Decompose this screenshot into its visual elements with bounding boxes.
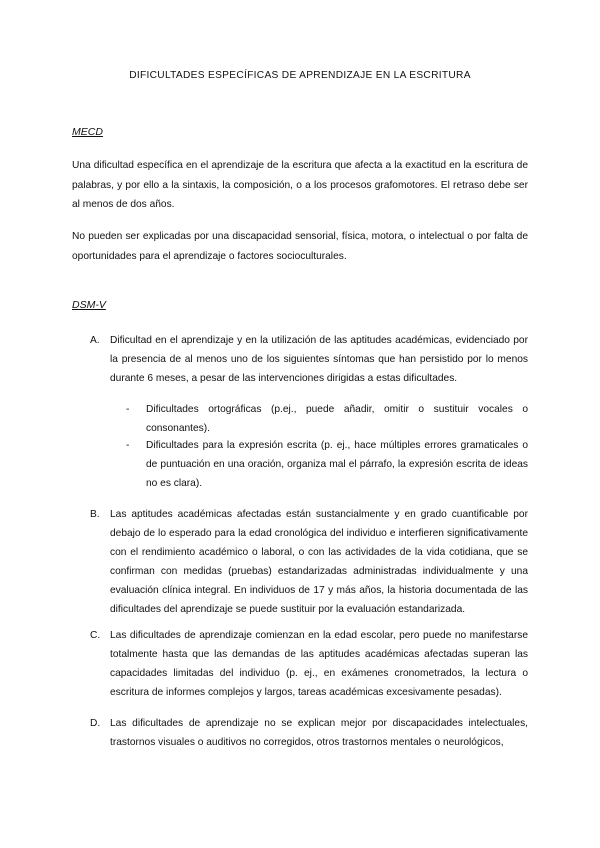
dsm-heading: DSM-V bbox=[72, 299, 106, 311]
mecd-paragraph-1: Una dificultad específica en el aprendizaje de la escritura que afecta a la exactitud en la escritura de palabras, y por ello a la sintaxis, la composición, o a los procesos grafomotores. El retraso debe ser al menos de dos años. bbox=[72, 160, 528, 210]
bullet-dash: - bbox=[126, 404, 130, 415]
bullet-text: Dificultades para la expresión escrita (p. ej., hace múltiples errores gramaticales o de puntuación en una oración, organiza mal el párrafo, la expresión escrita de ideas no es clara). bbox=[146, 440, 528, 489]
mecd-heading: MECD bbox=[72, 126, 103, 138]
criterion-text: Las dificultades de aprendizaje comienzan en la edad escolar, pero puede no manifestarse totalmente hasta que las demandas de las aptitudes académicas afectadas superan las capacidades limitadas del individuo (p. ej., en exámenes cronometrados, la lectura o escritura de informes complejos y largos, tareas académicas excesivamente pesadas). bbox=[110, 630, 528, 698]
mecd-paragraph-2: No pueden ser explicadas por una discapacidad sensorial, física, motora, o intelectual o por falta de oportunidades para el aprendizaje o factores socioculturales. bbox=[72, 231, 528, 262]
bullet-text: Dificultades ortográficas (p.ej., puede añadir, omitir o sustituir vocales o consonantes). bbox=[146, 404, 528, 434]
criterion-text: Dificultad en el aprendizaje y en la utilización de las aptitudes académicas, evidenciado por la presencia de al menos uno de los siguientes síntomas que han persistido por lo menos durante 6 meses, a pesar de las intervenciones dirigidas a estas dificultades. bbox=[110, 335, 528, 384]
criterion-letter: A. bbox=[90, 335, 100, 346]
criterion-c bbox=[90, 626, 528, 702]
criterion-letter: B. bbox=[90, 509, 100, 520]
criterion-text: Las aptitudes académicas afectadas están sustancialmente y en grado cuantificable por debajo de lo esperado para la edad cronológica del individuo e interfieren significativamente con el rendimiento académico o laboral, o con las actividades de la vida cotidiana, que se confirman con medidas (pruebas) estandarizadas administradas individualmente y una evaluación clínica integral. En individuos de 17 y más años, la historia documentada de las dificultades del aprendizaje se puede sustituir por la evaluación estandarizada. bbox=[110, 509, 528, 615]
bullet-item bbox=[126, 436, 528, 493]
criterion-letter: C. bbox=[90, 630, 101, 641]
criterion-text: Las dificultades de aprendizaje no se explican mejor por discapacidades intelectuales, trastornos visuales o auditivos no corregidos, otros trastornos mentales o neurológicos, bbox=[110, 718, 528, 748]
bullet-dash: - bbox=[126, 440, 130, 451]
bullet-item bbox=[126, 400, 528, 438]
criterion-b bbox=[90, 505, 528, 619]
criterion-d bbox=[90, 714, 528, 752]
criterion-letter: D. bbox=[90, 718, 101, 729]
document-title: DIFICULTADES ESPECÍFICAS DE APRENDIZAJE EN LA ESCRITURA bbox=[129, 70, 471, 81]
criterion-a bbox=[90, 331, 528, 388]
